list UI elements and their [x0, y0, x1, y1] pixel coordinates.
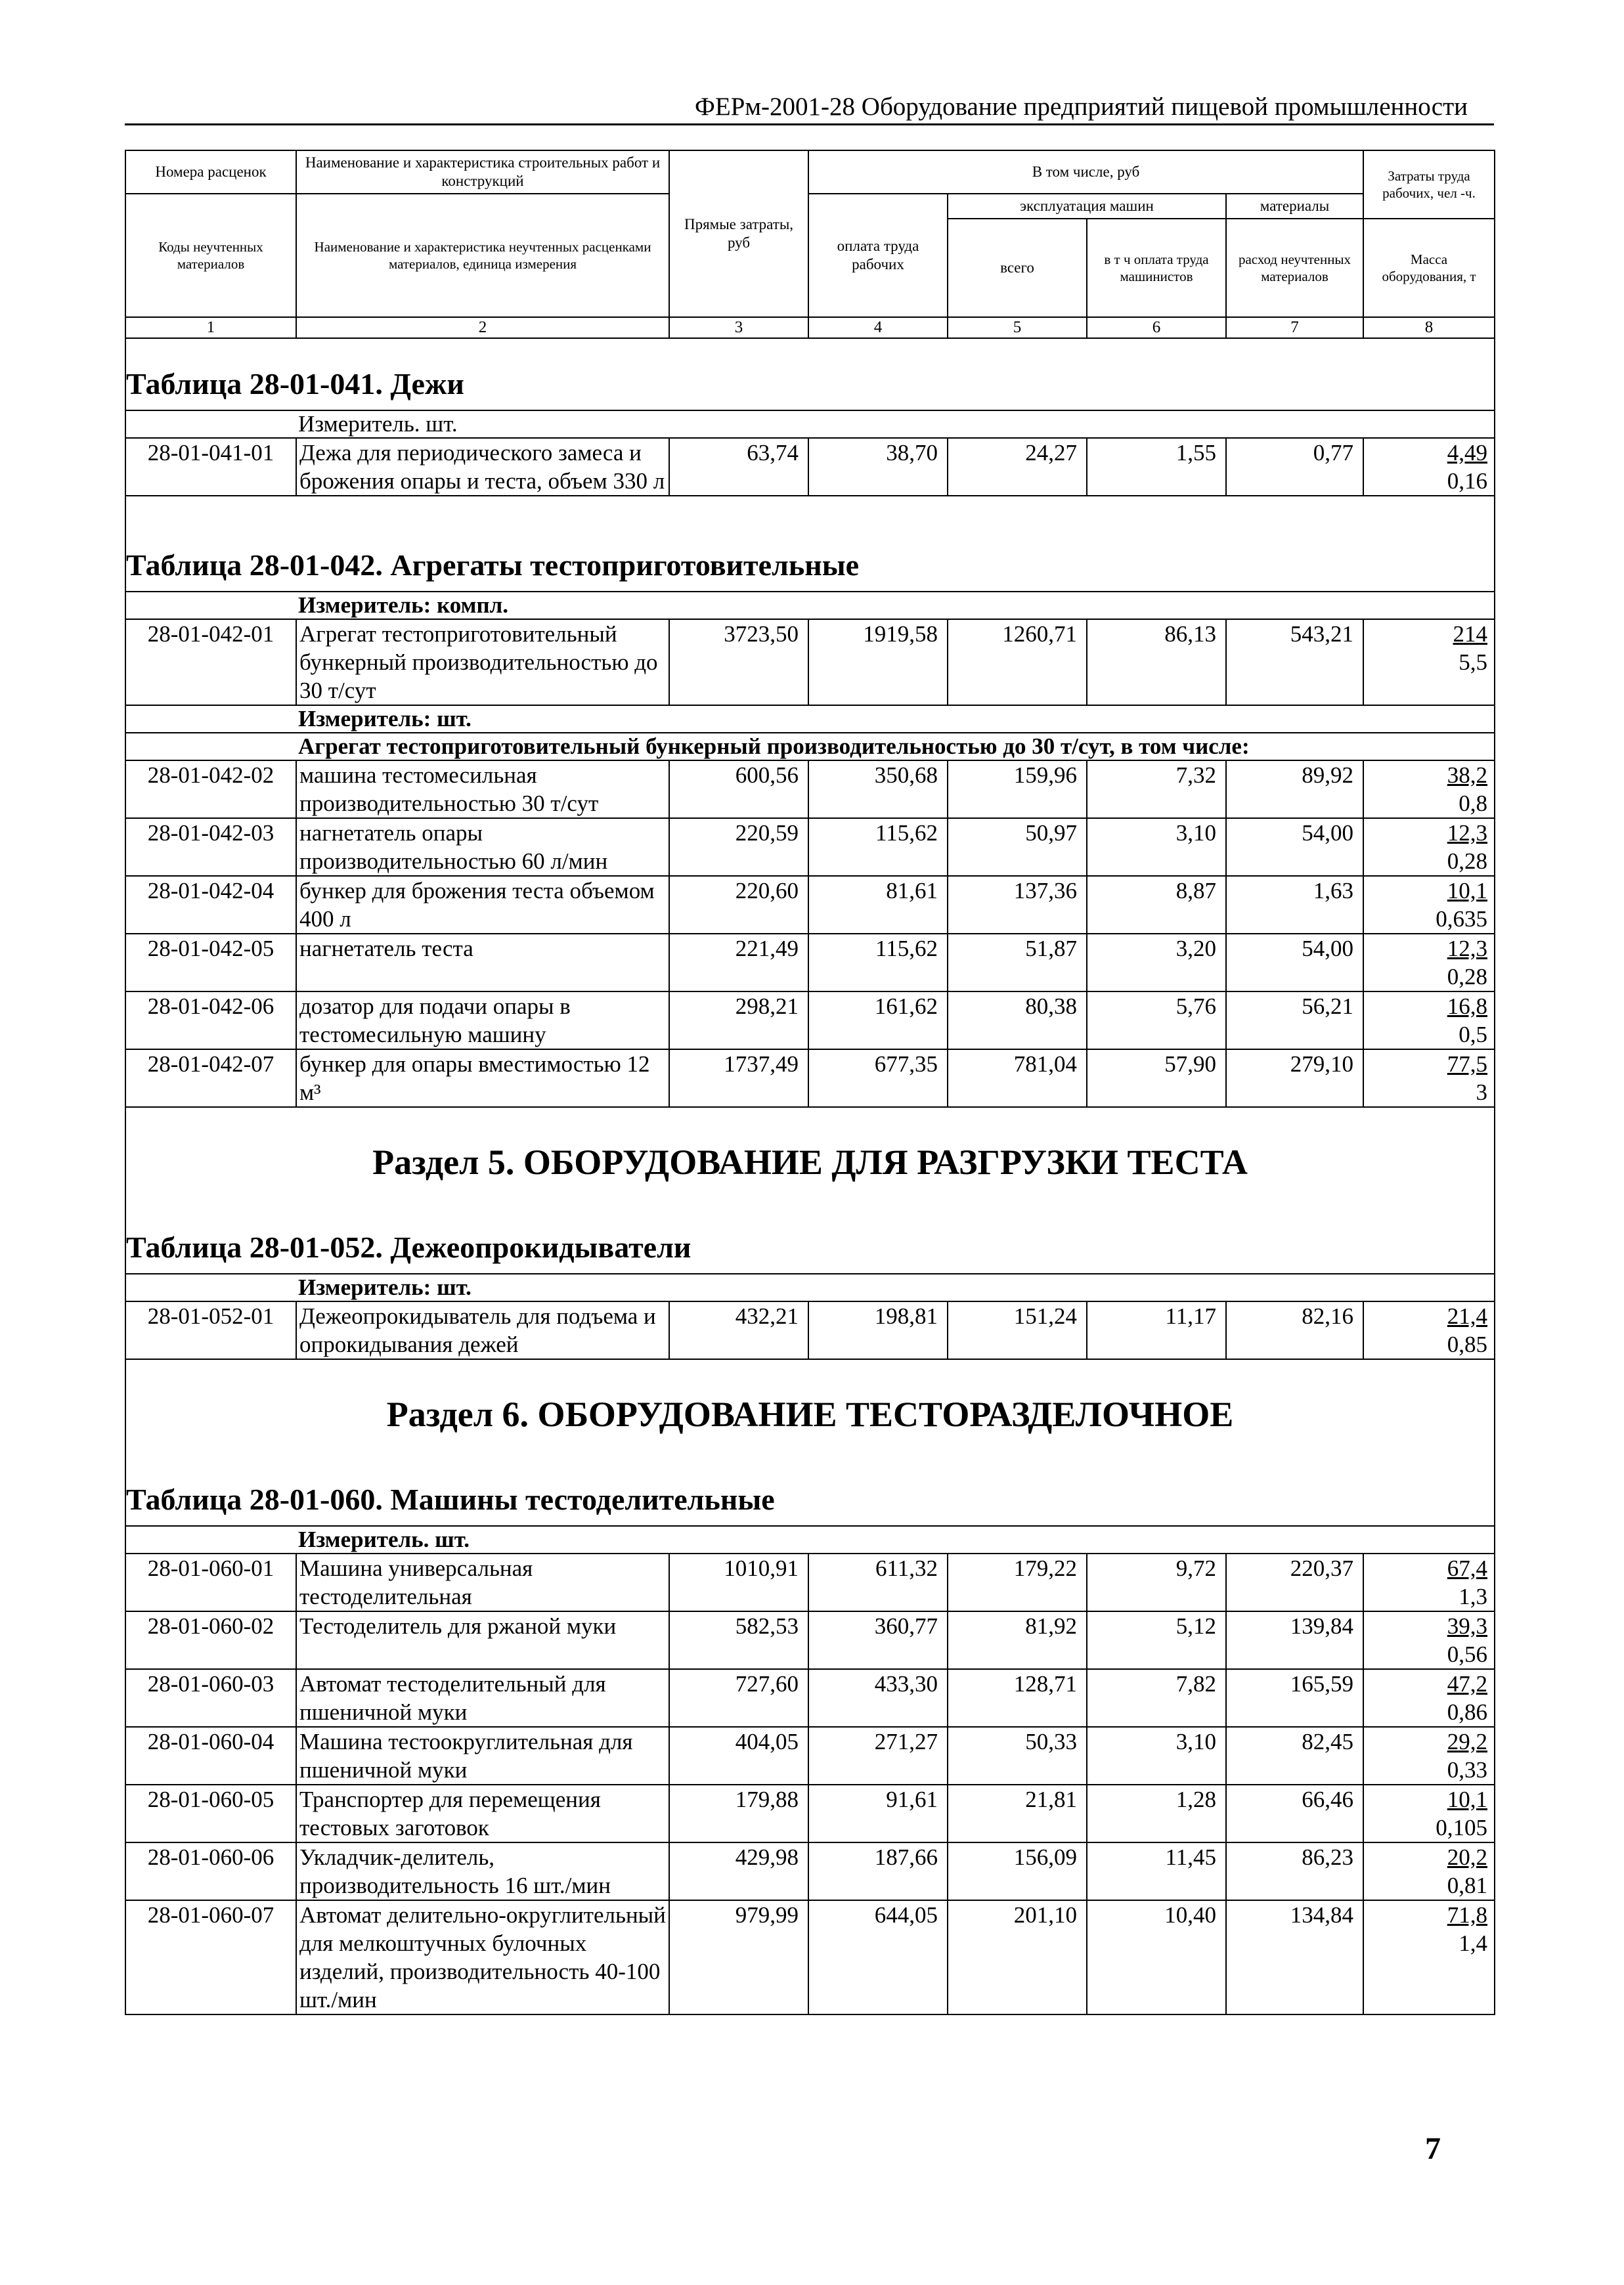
rate-code: 28-01-042-02 — [125, 760, 296, 818]
materials-cost: 279,10 — [1226, 1049, 1363, 1107]
col-number: 2 — [296, 317, 669, 338]
equipment-mass: 0,33 — [1447, 1757, 1488, 1783]
page-header — [125, 91, 1494, 125]
machines-total: 50,33 — [948, 1727, 1087, 1785]
labor-pay: 115,62 — [808, 818, 948, 876]
labor-and-mass — [1363, 818, 1495, 876]
direct-cost: 600,56 — [669, 760, 808, 818]
measure-row — [125, 592, 1495, 619]
machinists-pay: 3,10 — [1087, 1727, 1226, 1785]
labor-pay: 38,70 — [808, 438, 948, 496]
table-row — [125, 1727, 1495, 1785]
work-name: Укладчик-делитель, производительность 16 шт./мин — [296, 1842, 669, 1900]
labor-and-mass — [1363, 1669, 1495, 1727]
included-header: В том числе, руб — [808, 150, 1363, 194]
col8-header-bottom: Масса оборудования, т — [1363, 219, 1495, 317]
machines-total: 201,10 — [948, 1900, 1087, 2014]
labor-pay: 611,32 — [808, 1554, 948, 1611]
table-row — [125, 934, 1495, 991]
section-6-row — [125, 1359, 1495, 1454]
labor-hours: 47,2 — [1447, 1671, 1488, 1697]
table-row — [125, 876, 1495, 934]
header-row-2 — [125, 194, 1495, 219]
materials-cost: 54,00 — [1226, 818, 1363, 876]
labor-pay: 350,68 — [808, 760, 948, 818]
col1-header-bottom: Коды неучтенных материалов — [125, 194, 296, 317]
direct-cost: 221,49 — [669, 934, 808, 991]
machinists-pay: 5,12 — [1087, 1611, 1226, 1669]
materials-cost: 134,84 — [1226, 1900, 1363, 2014]
direct-cost: 404,05 — [669, 1727, 808, 1785]
direct-cost: 429,98 — [669, 1842, 808, 1900]
machinists-pay: 5,76 — [1087, 991, 1226, 1049]
equipment-mass: 0,81 — [1447, 1873, 1488, 1898]
machinists-pay: 3,20 — [1087, 934, 1226, 991]
labor-hours: 38,2 — [1447, 762, 1488, 788]
equipment-mass: 0,56 — [1447, 1642, 1488, 1667]
work-name: Тестоделитель для ржаной муки — [296, 1611, 669, 1669]
page-number: 7 — [1425, 2131, 1441, 2166]
labor-pay: 677,35 — [808, 1049, 948, 1107]
labor-pay: 198,81 — [808, 1301, 948, 1359]
labor-and-mass — [1363, 1842, 1495, 1900]
col-number: 4 — [808, 317, 948, 338]
measure-unit: Измеритель: шт. — [125, 1274, 1495, 1301]
col4-header: оплата труда рабочих — [808, 194, 948, 317]
equipment-mass: 0,8 — [1459, 791, 1488, 816]
materials-cost: 139,84 — [1226, 1611, 1363, 1669]
labor-hours: 39,3 — [1447, 1613, 1488, 1639]
col3-header: Прямые затраты, руб — [669, 150, 808, 317]
equipment-mass: 0,86 — [1447, 1699, 1488, 1725]
table-row — [125, 1554, 1495, 1611]
rate-code: 28-01-052-01 — [125, 1301, 296, 1359]
materials-cost: 165,59 — [1226, 1669, 1363, 1727]
materials-cost: 82,16 — [1226, 1301, 1363, 1359]
labor-pay: 91,61 — [808, 1785, 948, 1842]
materials-cost: 54,00 — [1226, 934, 1363, 991]
direct-cost: 298,21 — [669, 991, 808, 1049]
rate-code: 28-01-042-04 — [125, 876, 296, 934]
machines-total: 159,96 — [948, 760, 1087, 818]
machinists-pay: 86,13 — [1087, 619, 1226, 705]
labor-and-mass — [1363, 760, 1495, 818]
work-name: бункер для брожения теста объемом 400 л — [296, 876, 669, 934]
col-number: 3 — [669, 317, 808, 338]
labor-and-mass — [1363, 1301, 1495, 1359]
equipment-mass: 0,16 — [1447, 468, 1488, 494]
machinists-pay: 1,55 — [1087, 438, 1226, 496]
materials-cost: 0,77 — [1226, 438, 1363, 496]
table-row — [125, 1785, 1495, 1842]
machines-total: 1260,71 — [948, 619, 1087, 705]
work-name: Дежа для периодического замеса и брожения опары и теста, объем 330 л — [296, 438, 669, 496]
group-title: Агрегат тестоприготовительный бункерный производительностью до 30 т/сут, в том числе: — [125, 733, 1495, 760]
measure-row — [125, 410, 1495, 438]
equipment-mass: 0,28 — [1447, 848, 1488, 874]
equipment-mass: 0,28 — [1447, 964, 1488, 990]
rate-code: 28-01-042-06 — [125, 991, 296, 1049]
materials-cost: 56,21 — [1226, 991, 1363, 1049]
machines-total: 51,87 — [948, 934, 1087, 991]
table-row — [125, 1611, 1495, 1669]
col7-header: расход неучтенных материалов — [1226, 219, 1363, 317]
table-042-title — [125, 520, 1495, 592]
table-row — [125, 438, 1495, 496]
machines-header: эксплуатация машин — [948, 194, 1226, 219]
machines-total: 781,04 — [948, 1049, 1087, 1107]
direct-cost: 63,74 — [669, 438, 808, 496]
table-title: Таблица 28-01-060. Машины тестоделительные — [125, 1454, 1495, 1526]
col-number: 7 — [1226, 317, 1363, 338]
machinists-pay: 7,32 — [1087, 760, 1226, 818]
table-052-title — [125, 1202, 1495, 1274]
work-name: нагнетатель опары производительностью 60 л/мин — [296, 818, 669, 876]
col2-header-top: Наименование и характеристика строительных работ и конструкций — [296, 150, 669, 194]
section-5-row — [125, 1107, 1495, 1202]
machines-total: 24,27 — [948, 438, 1087, 496]
direct-cost: 220,59 — [669, 818, 808, 876]
machines-total: 137,36 — [948, 876, 1087, 934]
rate-code: 28-01-060-04 — [125, 1727, 296, 1785]
materials-cost: 543,21 — [1226, 619, 1363, 705]
work-name: Машина тестоокруглительная для пшеничной муки — [296, 1727, 669, 1785]
equipment-mass: 0,5 — [1459, 1022, 1488, 1047]
col5-header: всего — [948, 219, 1087, 317]
equipment-mass: 0,85 — [1447, 1332, 1488, 1357]
direct-cost: 1010,91 — [669, 1554, 808, 1611]
equipment-mass: 1,4 — [1459, 1930, 1488, 1956]
materials-header: материалы — [1226, 194, 1363, 219]
labor-hours: 10,1 — [1447, 878, 1488, 903]
labor-hours: 214 — [1453, 621, 1488, 647]
section-title: Раздел 5. ОБОРУДОВАНИЕ ДЛЯ РАЗГРУЗКИ ТЕСТА — [125, 1107, 1495, 1202]
table-row — [125, 1669, 1495, 1727]
machines-total: 21,81 — [948, 1785, 1087, 1842]
machinists-pay: 8,87 — [1087, 876, 1226, 934]
labor-and-mass — [1363, 876, 1495, 934]
labor-and-mass — [1363, 1900, 1495, 2014]
measure-unit: Измеритель. шт. — [125, 1526, 1495, 1554]
header-row-1 — [125, 150, 1495, 194]
work-name: Автомат тестоделительный для пшеничной муки — [296, 1669, 669, 1727]
machinists-pay: 10,40 — [1087, 1900, 1226, 2014]
direct-cost: 432,21 — [669, 1301, 808, 1359]
table-row — [125, 760, 1495, 818]
direct-cost: 582,53 — [669, 1611, 808, 1669]
measure-unit: Измеритель. шт. — [125, 410, 1495, 438]
table-title: Таблица 28-01-042. Агрегаты тестоприготовительные — [125, 520, 1495, 592]
measure-row — [125, 705, 1495, 733]
labor-pay: 187,66 — [808, 1842, 948, 1900]
labor-hours: 77,5 — [1447, 1051, 1488, 1077]
labor-and-mass — [1363, 1554, 1495, 1611]
materials-cost: 86,23 — [1226, 1842, 1363, 1900]
col2-header-bottom: Наименование и характеристика неучтенных расценками материалов, единица измерения — [296, 194, 669, 317]
direct-cost: 3723,50 — [669, 619, 808, 705]
labor-hours: 71,8 — [1447, 1902, 1488, 1928]
machinists-pay: 9,72 — [1087, 1554, 1226, 1611]
labor-and-mass — [1363, 991, 1495, 1049]
machinists-pay: 1,28 — [1087, 1785, 1226, 1842]
work-name: нагнетатель теста — [296, 934, 669, 991]
equipment-mass: 3 — [1476, 1079, 1488, 1105]
work-name: бункер для опары вместимостью 12 м³ — [296, 1049, 669, 1107]
work-name: Машина универсальная тестоделительная — [296, 1554, 669, 1611]
table-row — [125, 818, 1495, 876]
table-title: Таблица 28-01-052. Дежеопрокидыватели — [125, 1202, 1495, 1274]
rate-code: 28-01-060-03 — [125, 1669, 296, 1727]
labor-and-mass — [1363, 1727, 1495, 1785]
labor-hours: 29,2 — [1447, 1729, 1488, 1754]
labor-hours: 67,4 — [1447, 1556, 1488, 1581]
rate-code: 28-01-042-07 — [125, 1049, 296, 1107]
table-row — [125, 1842, 1495, 1900]
labor-hours: 4,49 — [1447, 440, 1488, 466]
labor-hours: 10,1 — [1447, 1787, 1488, 1812]
direct-cost: 220,60 — [669, 876, 808, 934]
machines-total: 151,24 — [948, 1301, 1087, 1359]
table-row — [125, 1049, 1495, 1107]
work-name: Дежеопрокидыватель для подъема и опрокидывания дежей — [296, 1301, 669, 1359]
labor-pay: 433,30 — [808, 1669, 948, 1727]
labor-and-mass — [1363, 438, 1495, 496]
machinists-pay: 11,17 — [1087, 1301, 1226, 1359]
labor-pay: 644,05 — [808, 1900, 948, 2014]
rate-code: 28-01-060-06 — [125, 1842, 296, 1900]
table-row — [125, 991, 1495, 1049]
labor-and-mass — [1363, 934, 1495, 991]
direct-cost: 179,88 — [669, 1785, 808, 1842]
work-name: машина тестомесильная производительностью 30 т/сут — [296, 760, 669, 818]
column-numbers-row — [125, 317, 1495, 338]
work-name: Автомат делительно-округлительный для мелкоштучных булочных изделий, производительность 40-100 шт./мин — [296, 1900, 669, 2014]
labor-pay: 161,62 — [808, 991, 948, 1049]
col-number: 8 — [1363, 317, 1495, 338]
labor-pay: 81,61 — [808, 876, 948, 934]
work-name: Транспортер для перемещения тестовых заготовок — [296, 1785, 669, 1842]
direct-cost: 727,60 — [669, 1669, 808, 1727]
materials-cost: 66,46 — [1226, 1785, 1363, 1842]
machines-total: 128,71 — [948, 1669, 1087, 1727]
labor-pay: 360,77 — [808, 1611, 948, 1669]
document-title: ФЕРм-2001-28 Оборудование предприятий пищевой промышленности — [695, 93, 1468, 121]
group-header-row — [125, 733, 1495, 760]
rate-code: 28-01-042-05 — [125, 934, 296, 991]
labor-hours: 20,2 — [1447, 1844, 1488, 1870]
direct-cost: 1737,49 — [669, 1049, 808, 1107]
col-number: 1 — [125, 317, 296, 338]
labor-hours: 12,3 — [1447, 820, 1488, 846]
spacer-row — [125, 496, 1495, 520]
equipment-mass: 1,3 — [1459, 1584, 1488, 1609]
measure-row — [125, 1274, 1495, 1301]
machines-total: 179,22 — [948, 1554, 1087, 1611]
table-row — [125, 619, 1495, 705]
labor-hours: 12,3 — [1447, 936, 1488, 961]
table-060-title — [125, 1454, 1495, 1526]
labor-and-mass — [1363, 1049, 1495, 1107]
col-number: 6 — [1087, 317, 1226, 338]
labor-hours: 16,8 — [1447, 993, 1488, 1019]
direct-cost: 979,99 — [669, 1900, 808, 2014]
labor-and-mass — [1363, 1785, 1495, 1842]
col6-header: в т ч оплата труда машинистов — [1087, 219, 1226, 317]
work-name: Агрегат тестоприготовительный бункерный производительностью до 30 т/сут — [296, 619, 669, 705]
labor-and-mass — [1363, 1611, 1495, 1669]
rate-code: 28-01-060-05 — [125, 1785, 296, 1842]
table-title: Таблица 28-01-041. Дежи — [125, 338, 1495, 410]
work-name: дозатор для подачи опары в тестомесильную машину — [296, 991, 669, 1049]
materials-cost: 1,63 — [1226, 876, 1363, 934]
rate-code: 28-01-060-07 — [125, 1900, 296, 2014]
materials-cost: 89,92 — [1226, 760, 1363, 818]
machinists-pay: 7,82 — [1087, 1669, 1226, 1727]
rate-code: 28-01-042-01 — [125, 619, 296, 705]
rate-code: 28-01-042-03 — [125, 818, 296, 876]
section-title: Раздел 6. ОБОРУДОВАНИЕ ТЕСТОРАЗДЕЛОЧНОЕ — [125, 1359, 1495, 1454]
col1-header-top: Номера расценок — [125, 150, 296, 194]
machines-total: 156,09 — [948, 1842, 1087, 1900]
rates-table — [125, 150, 1495, 2015]
labor-pay: 1919,58 — [808, 619, 948, 705]
labor-and-mass — [1363, 619, 1495, 705]
rate-code: 28-01-060-02 — [125, 1611, 296, 1669]
rate-code: 28-01-041-01 — [125, 438, 296, 496]
machines-total: 81,92 — [948, 1611, 1087, 1669]
measure-unit: Измеритель: шт. — [125, 705, 1495, 733]
labor-pay: 271,27 — [808, 1727, 948, 1785]
machinists-pay: 11,45 — [1087, 1842, 1226, 1900]
table-041-title — [125, 338, 1495, 410]
machinists-pay: 57,90 — [1087, 1049, 1226, 1107]
measure-row — [125, 1526, 1495, 1554]
col8-header-top: Затраты труда рабочих, чел -ч. — [1363, 150, 1495, 219]
table-row — [125, 1900, 1495, 2014]
equipment-mass: 5,5 — [1459, 649, 1488, 675]
machines-total: 50,97 — [948, 818, 1087, 876]
equipment-mass: 0,635 — [1436, 906, 1488, 932]
machinists-pay: 3,10 — [1087, 818, 1226, 876]
materials-cost: 220,37 — [1226, 1554, 1363, 1611]
measure-unit: Измеритель: компл. — [125, 592, 1495, 619]
labor-hours: 21,4 — [1447, 1303, 1488, 1329]
labor-pay: 115,62 — [808, 934, 948, 991]
table-row — [125, 1301, 1495, 1359]
col-number: 5 — [948, 317, 1087, 338]
machines-total: 80,38 — [948, 991, 1087, 1049]
equipment-mass: 0,105 — [1436, 1815, 1488, 1840]
rate-code: 28-01-060-01 — [125, 1554, 296, 1611]
materials-cost: 82,45 — [1226, 1727, 1363, 1785]
